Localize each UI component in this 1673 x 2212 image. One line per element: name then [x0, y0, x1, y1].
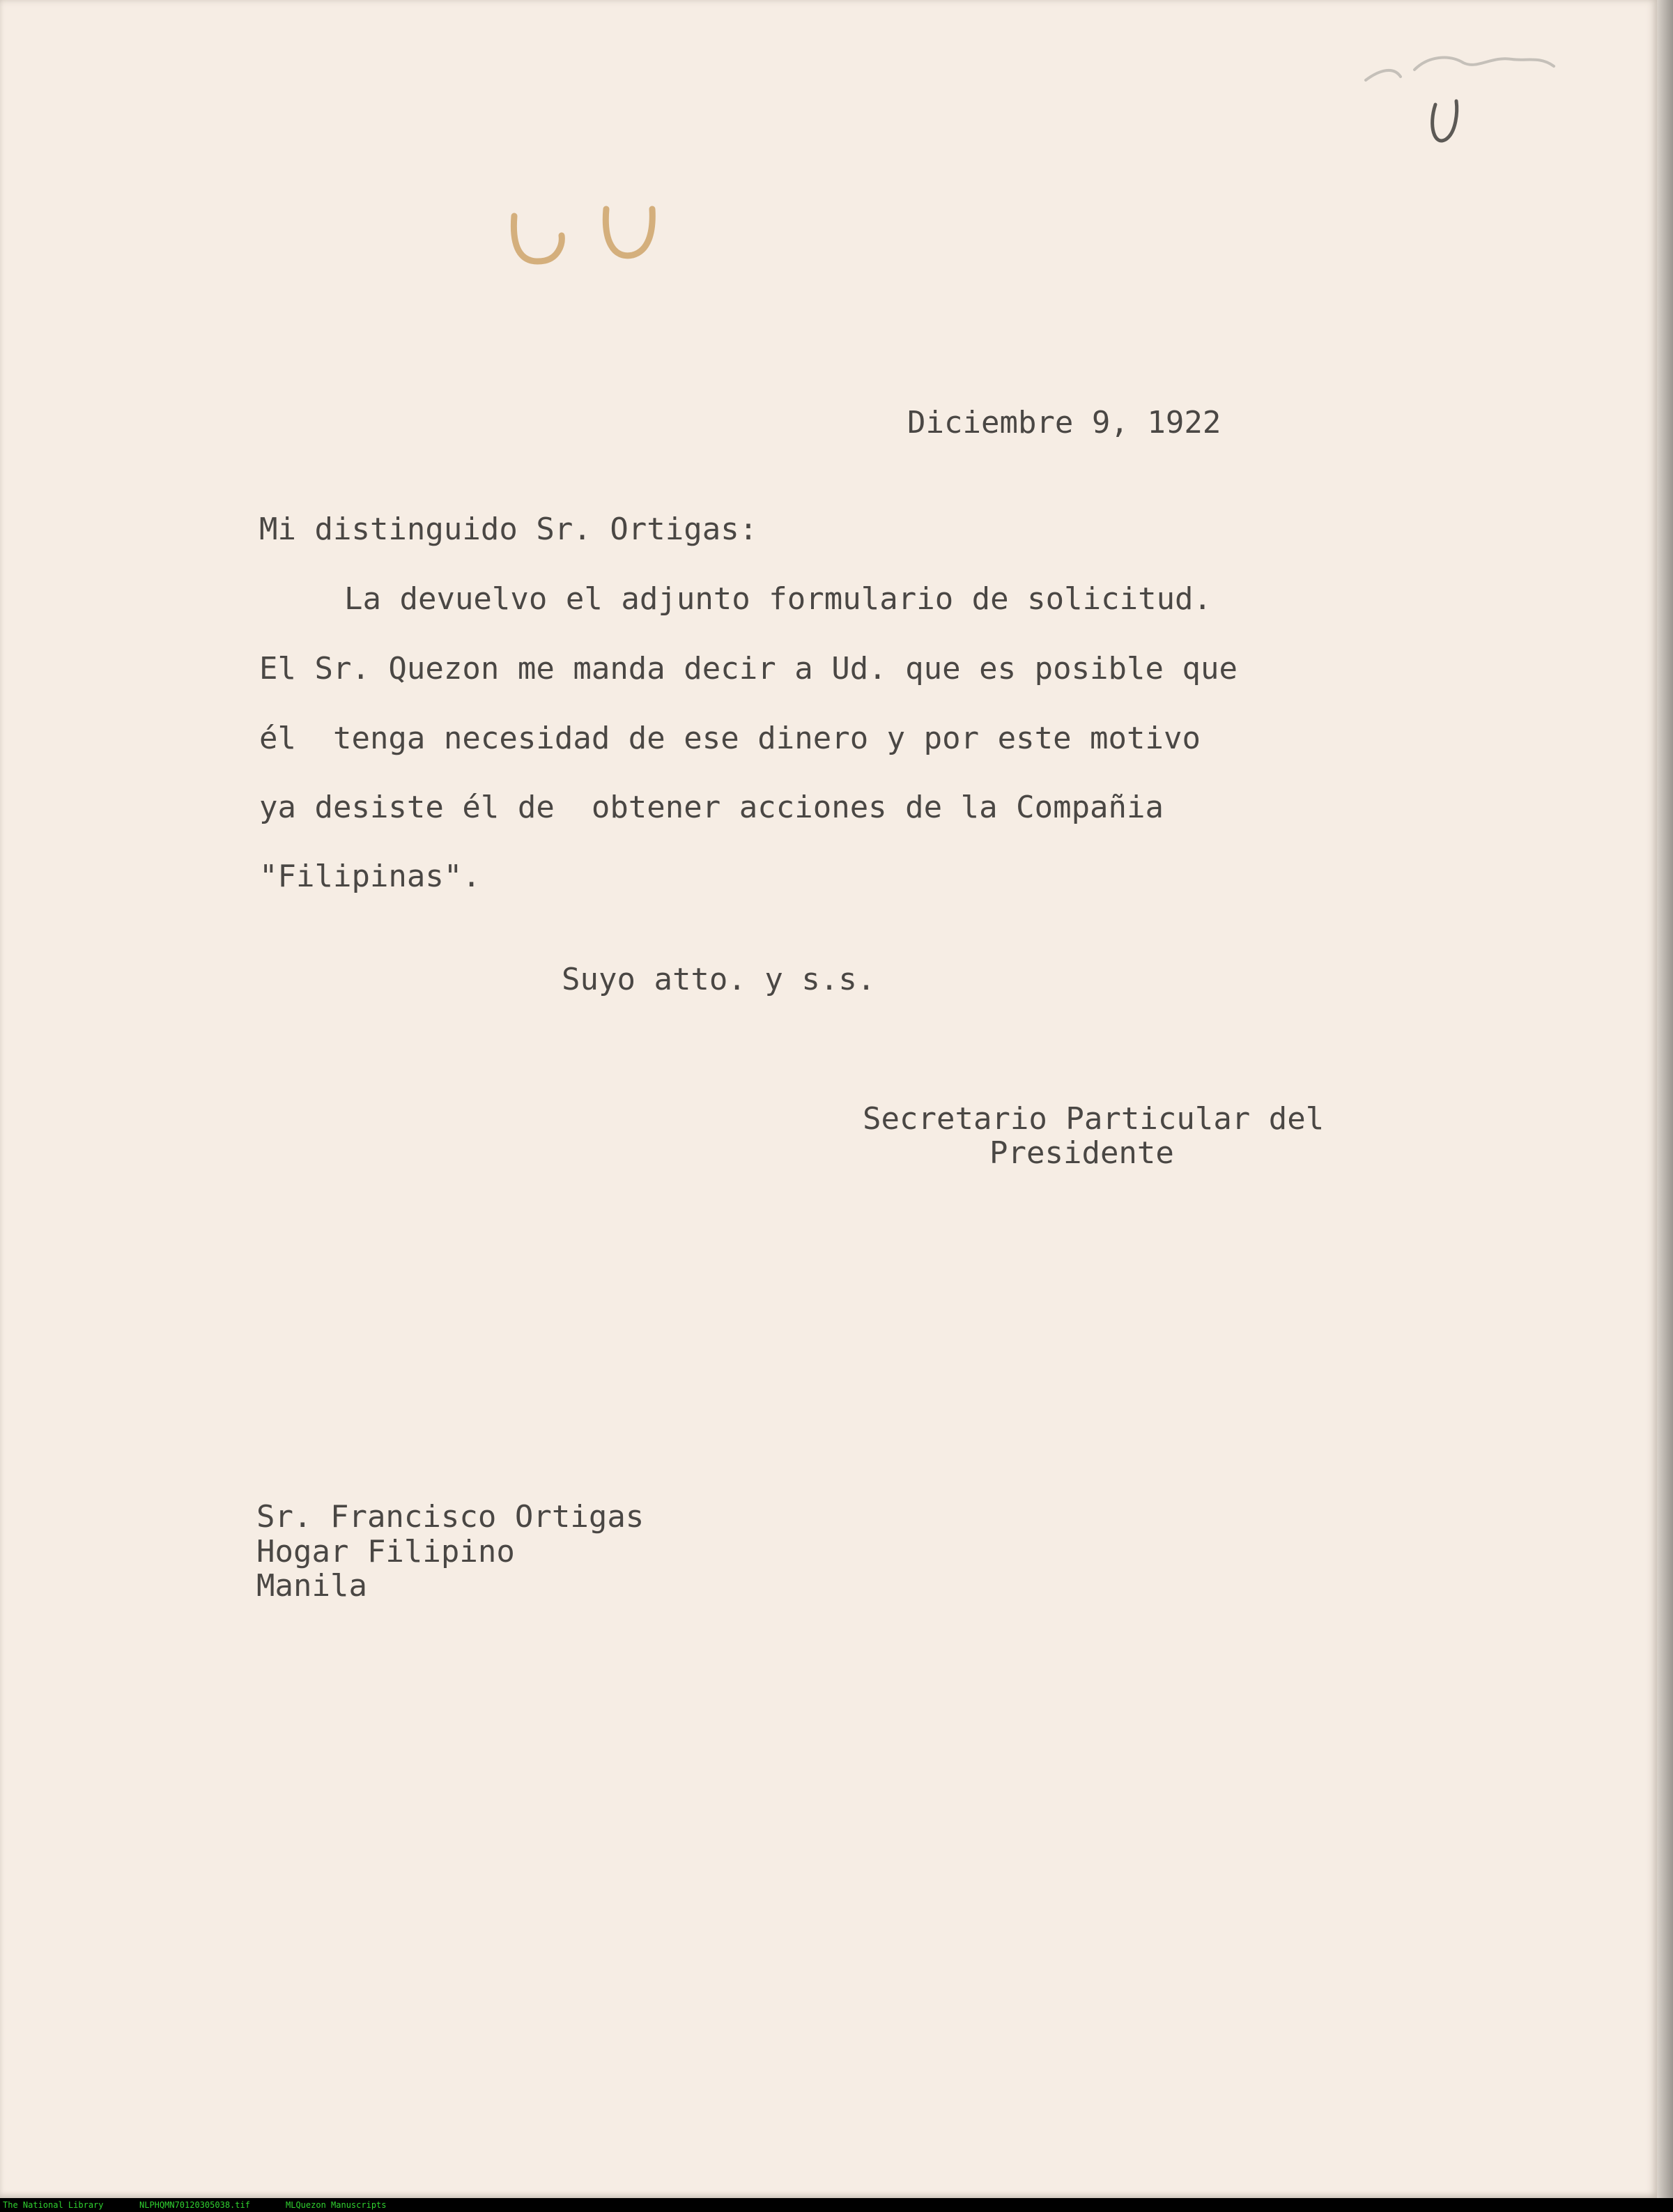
letter-salutation: Mi distinguido Sr. Ortigas:	[259, 512, 758, 547]
body-line: ya desiste él de obtener acciones de la Compañia	[259, 790, 1164, 825]
archive-footer-bar	[0, 2198, 1673, 2212]
letter-date: Diciembre 9, 1922	[907, 405, 1221, 440]
body-line: él tenga necesidad de ese dinero y por este motivo	[259, 721, 1201, 756]
page-edge-shadow	[1657, 0, 1673, 2198]
address-line: Hogar Filipino	[256, 1534, 515, 1569]
handwritten-pencil-mark	[1352, 28, 1575, 153]
signature-title: Secretario Particular del	[863, 1101, 1325, 1137]
staple-stain-marks	[502, 202, 662, 272]
letter-closing: Suyo atto. y s.s.	[562, 962, 876, 997]
footer-collection: MLQuezon Manuscripts	[286, 2200, 387, 2210]
body-line: La devuelvo el adjunto formulario de solicitud.	[344, 581, 1212, 617]
footer-file-name: NLPHQMN70120305038.tif	[139, 2200, 250, 2210]
body-line: "Filipinas".	[259, 859, 481, 894]
address-line: Manila	[256, 1568, 367, 1604]
footer-institution: The National Library	[3, 2200, 104, 2210]
body-line: El Sr. Quezon me manda decir a Ud. que es posible que	[259, 651, 1238, 686]
address-line: Sr. Francisco Ortigas	[256, 1499, 645, 1535]
signature-title: Presidente	[989, 1135, 1174, 1171]
